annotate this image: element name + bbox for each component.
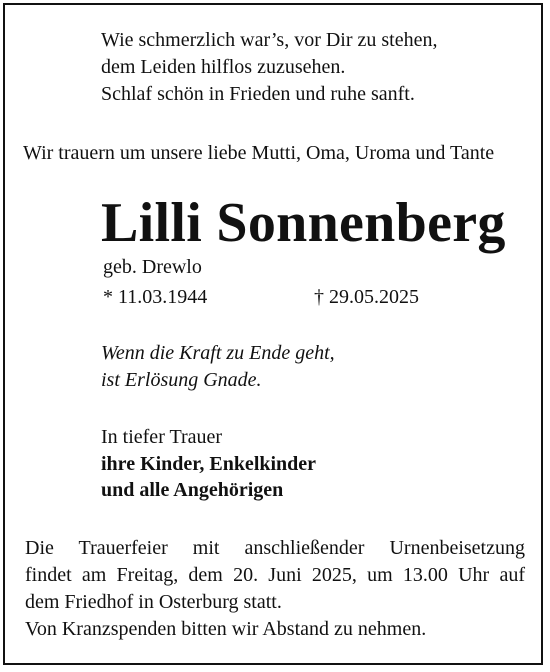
poem: [101, 27, 437, 108]
deceased-name: Lilli Sonnenberg: [101, 192, 506, 254]
funeral-line: Die Trauerfeier mit anschließender Urnenbeisetzung: [25, 537, 525, 559]
mourners-line: und alle Angehörigen: [101, 479, 284, 501]
maiden-name: geb. Drewlo: [103, 256, 202, 278]
mourners-line: ihre Kinder, Enkelkinder: [101, 452, 317, 475]
poem-line: Wie schmerzlich war’s, vor Dir zu stehen,: [101, 29, 438, 51]
poem-line: dem Leiden hilflos zuzusehen.: [101, 56, 346, 78]
funeral-notice: [25, 535, 525, 643]
quote: [101, 340, 335, 394]
quote-line: ist Erlösung Gnade.: [101, 369, 262, 391]
funeral-line: dem Friedhof in Osterburg statt.: [25, 591, 282, 613]
birth-date: * 11.03.1944: [103, 286, 208, 308]
mourners: [101, 424, 316, 504]
quote-line: Wenn die Kraft zu Ende geht,: [101, 342, 335, 364]
death-date: † 29.05.2025: [314, 286, 419, 308]
poem-line: Schlaf schön in Frieden und ruhe sanft.: [101, 83, 415, 105]
funeral-line: findet am Freitag, dem 20. Juni 2025, um 13.00 Uhr auf: [25, 564, 525, 586]
mourners-intro: In tiefer Trauer: [101, 426, 223, 448]
wreath-note: Von Kranzspenden bitten wir Abstand zu nehmen.: [25, 618, 427, 640]
mourning-intro: Wir trauern um unsere liebe Mutti, Oma, Uroma und Tante: [23, 142, 495, 164]
